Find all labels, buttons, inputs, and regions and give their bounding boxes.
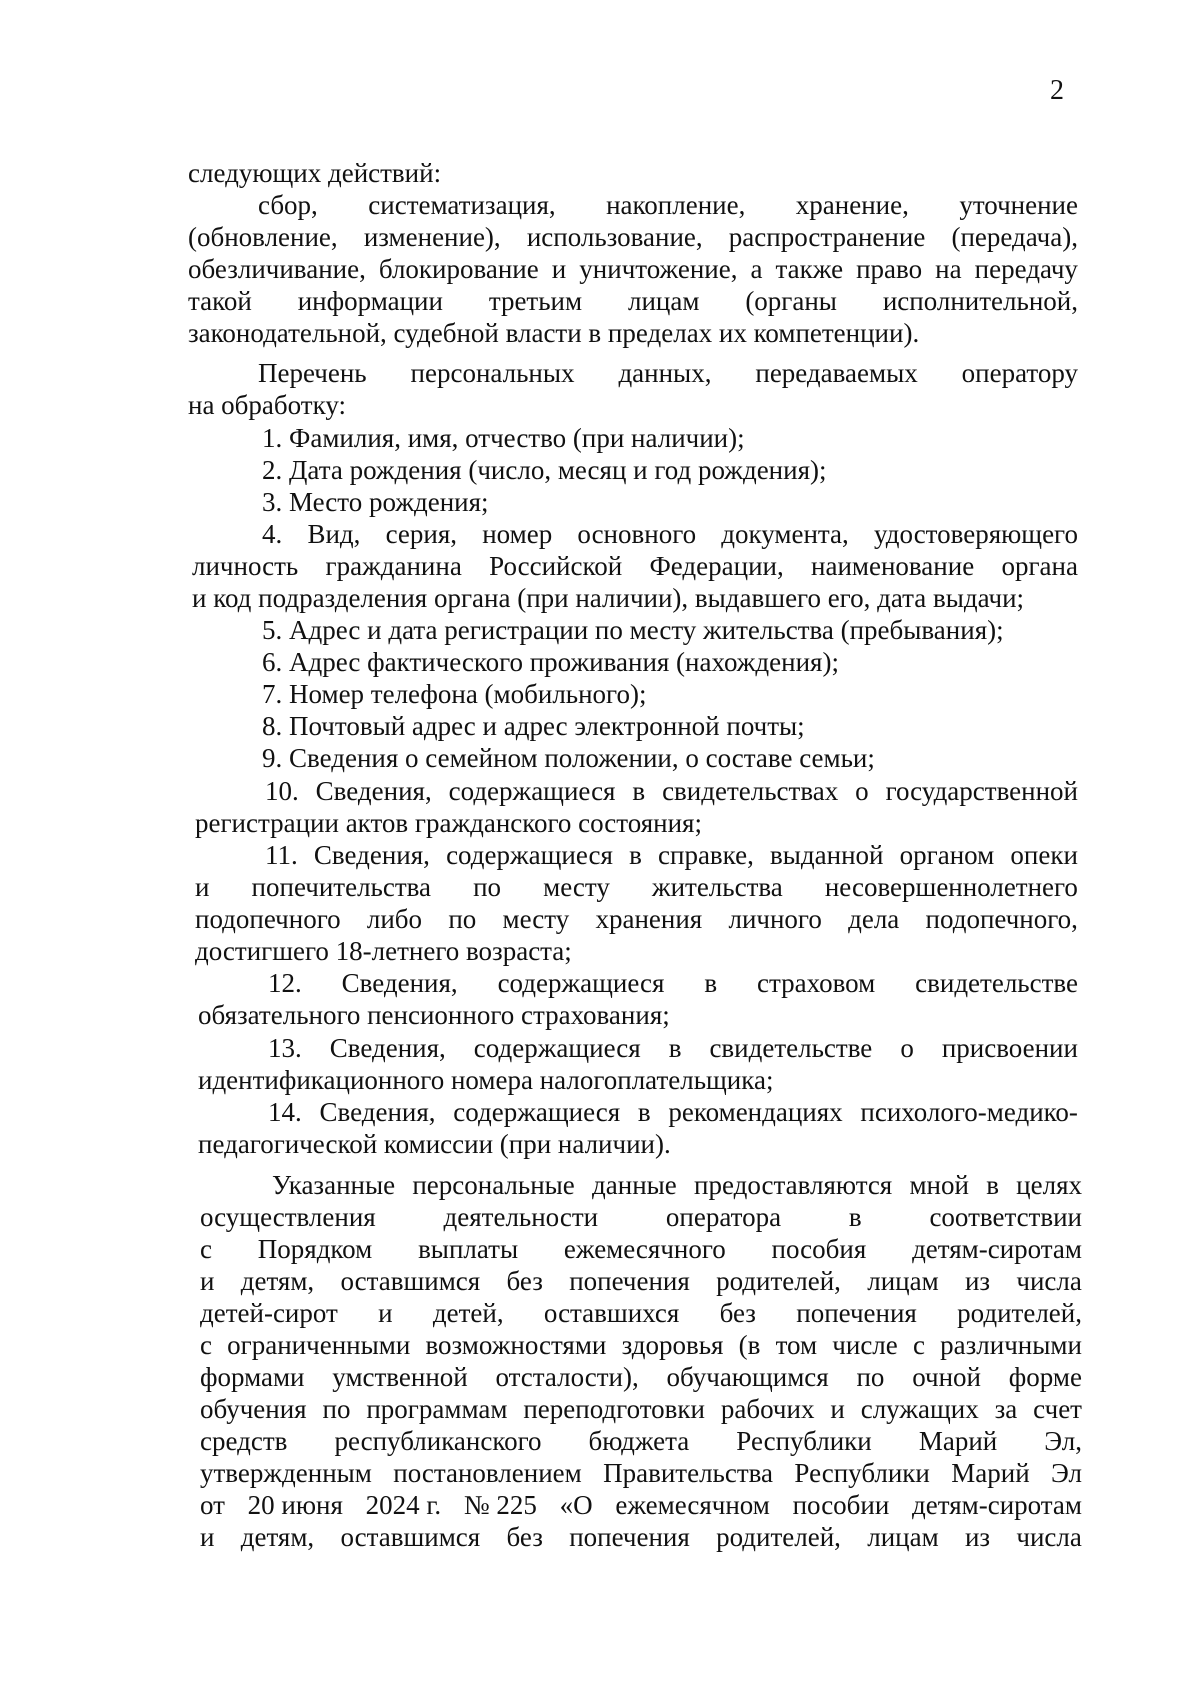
text-word: Федерации, bbox=[649, 551, 784, 581]
text-line bbox=[200, 1202, 1082, 1234]
text-word: в bbox=[637, 1097, 651, 1127]
text-word: регистрации актов гражданского состояния; bbox=[195, 808, 702, 838]
text-word: месту bbox=[543, 872, 610, 902]
text-word: обезличивание, bbox=[188, 254, 366, 284]
text-word: обучения bbox=[200, 1394, 307, 1424]
text-word: Сведения, bbox=[341, 968, 458, 998]
text-word: страховом bbox=[757, 968, 876, 998]
text-line bbox=[198, 1129, 1078, 1161]
text-word: подопечного bbox=[195, 904, 341, 934]
text-word: Перечень bbox=[258, 358, 367, 388]
text-line bbox=[188, 390, 1078, 422]
text-word: умственной bbox=[332, 1362, 468, 1392]
text-word: серия, bbox=[385, 519, 457, 549]
text-word: о bbox=[855, 776, 869, 806]
text-word: по bbox=[473, 872, 502, 902]
text-word: без bbox=[719, 1298, 756, 1328]
text-word: за bbox=[994, 1394, 1018, 1424]
text-word: хранения bbox=[595, 904, 703, 934]
text-word: на bbox=[935, 254, 962, 284]
text-word: и bbox=[200, 1266, 215, 1296]
text-word: лицам bbox=[627, 286, 700, 316]
text-word: (передача), bbox=[951, 222, 1078, 252]
text-word: и bbox=[830, 1394, 845, 1424]
text-word: выданной bbox=[770, 840, 884, 870]
text-line bbox=[265, 776, 1078, 808]
text-word: уточнение bbox=[959, 190, 1078, 220]
text-line bbox=[188, 286, 1078, 318]
text-word: оператора bbox=[665, 1202, 782, 1232]
text-word: числа bbox=[1016, 1522, 1082, 1552]
text-word: мной bbox=[909, 1170, 969, 1200]
text-line bbox=[188, 222, 1078, 254]
text-word: пособия bbox=[771, 1234, 867, 1264]
text-word: уничтожение, bbox=[579, 254, 738, 284]
text-word: жительства bbox=[651, 872, 783, 902]
text-word: исполнительной, bbox=[882, 286, 1078, 316]
text-word: данных, bbox=[618, 358, 712, 388]
text-word: документа, bbox=[721, 519, 849, 549]
text-word: целях bbox=[1016, 1170, 1082, 1200]
text-word: содержащиеся bbox=[453, 1097, 621, 1127]
text-word: оставшимся bbox=[340, 1522, 481, 1552]
text-word: гражданина bbox=[325, 551, 462, 581]
text-line bbox=[188, 158, 488, 190]
text-word: в bbox=[668, 1033, 682, 1063]
text-line bbox=[192, 583, 1078, 615]
text-word: также bbox=[775, 254, 844, 284]
text-word: в bbox=[704, 968, 718, 998]
text-word: государственной bbox=[885, 776, 1078, 806]
text-line bbox=[188, 254, 1078, 286]
text-word: а bbox=[750, 254, 763, 284]
text-word: 2. Дата рождения (число, месяц и год рождения); bbox=[262, 455, 827, 485]
text-word: 12. bbox=[268, 968, 302, 998]
text-word: детям-сиротам bbox=[912, 1234, 1082, 1264]
text-line bbox=[200, 1490, 1082, 1522]
text-word: 4. bbox=[262, 519, 283, 549]
text-word: подопечного, bbox=[925, 904, 1078, 934]
text-word: Российской bbox=[489, 551, 623, 581]
text-word: 1. Фамилия, имя, отчество (при наличии); bbox=[262, 423, 745, 453]
text-word: по bbox=[856, 1362, 885, 1392]
text-word: содержащиеся bbox=[446, 840, 613, 870]
text-word: о bbox=[900, 1033, 914, 1063]
text-word: оставшимся bbox=[340, 1266, 481, 1296]
text-line bbox=[258, 190, 1078, 222]
text-word: оператору bbox=[961, 358, 1078, 388]
text-line bbox=[198, 1000, 1078, 1032]
text-word: Эл, bbox=[1044, 1426, 1082, 1456]
text-word: Марий bbox=[918, 1426, 998, 1456]
text-word: бюджета bbox=[588, 1426, 690, 1456]
text-word: различными bbox=[940, 1330, 1082, 1360]
text-word: из bbox=[964, 1522, 991, 1552]
text-word: изменение), bbox=[363, 222, 501, 252]
text-word: 5. Адрес и дата регистрации по месту жительства (пребывания); bbox=[262, 615, 1004, 645]
text-word: форме bbox=[1008, 1362, 1082, 1392]
text-word: (обновление, bbox=[188, 222, 338, 252]
text-line bbox=[268, 1097, 1078, 1129]
text-word: систематизация, bbox=[368, 190, 556, 220]
text-word: детям-сиротам bbox=[912, 1490, 1082, 1520]
text-word: ежемесячного bbox=[563, 1234, 726, 1264]
text-word: присвоении bbox=[941, 1033, 1078, 1063]
text-line bbox=[200, 1426, 1082, 1458]
text-word: психолого-медико- bbox=[860, 1097, 1078, 1127]
text-line bbox=[200, 1234, 1082, 1266]
text-line bbox=[262, 743, 1078, 775]
text-word: осуществления bbox=[200, 1202, 376, 1232]
text-word: с bbox=[200, 1330, 212, 1360]
text-word: средств bbox=[200, 1426, 288, 1456]
text-line bbox=[195, 936, 1078, 968]
text-word: числа bbox=[1016, 1266, 1082, 1296]
text-word: ограниченными bbox=[227, 1330, 411, 1360]
text-line bbox=[272, 1170, 1082, 1202]
text-word: удостоверяющего bbox=[873, 519, 1078, 549]
text-word: органом bbox=[899, 840, 995, 870]
text-word: с bbox=[200, 1234, 212, 1264]
text-word: Республики bbox=[736, 1426, 872, 1456]
text-word: пособии bbox=[792, 1490, 890, 1520]
text-line bbox=[195, 808, 1078, 840]
text-word: лицам bbox=[867, 1266, 939, 1296]
text-word: 10. bbox=[265, 776, 299, 806]
text-word: блокирование bbox=[378, 254, 539, 284]
text-word: детей, bbox=[432, 1298, 504, 1328]
text-line bbox=[200, 1362, 1082, 1394]
text-word: (в bbox=[738, 1330, 761, 1360]
text-word: детям, bbox=[240, 1522, 315, 1552]
text-word: республиканского bbox=[334, 1426, 542, 1456]
text-line bbox=[262, 519, 1078, 551]
text-word: родителей, bbox=[716, 1522, 841, 1552]
text-word: Сведения, bbox=[319, 1097, 436, 1127]
text-line bbox=[262, 423, 1062, 455]
text-word: органа bbox=[1001, 551, 1078, 581]
text-line bbox=[200, 1458, 1082, 1490]
text-line bbox=[195, 904, 1078, 936]
text-line bbox=[262, 615, 1078, 647]
text-word: 9. Сведения о семейном положении, о составе семьи; bbox=[262, 743, 875, 773]
text-word: личного bbox=[728, 904, 822, 934]
text-word: содержащиеся bbox=[448, 776, 616, 806]
text-word: выплаты bbox=[418, 1234, 519, 1264]
text-line bbox=[200, 1394, 1082, 1426]
text-word: детей-сирот bbox=[200, 1298, 338, 1328]
text-word: в bbox=[986, 1170, 999, 1200]
text-word: служащих bbox=[860, 1394, 979, 1424]
text-word: свидетельстве bbox=[709, 1033, 873, 1063]
text-word: в bbox=[629, 840, 642, 870]
text-word: персональных bbox=[410, 358, 575, 388]
text-word: передаваемых bbox=[755, 358, 918, 388]
text-word: «О bbox=[559, 1490, 593, 1520]
text-line bbox=[262, 455, 1062, 487]
text-word: по bbox=[448, 904, 477, 934]
text-word: обязательного пенсионного страхования; bbox=[198, 1000, 670, 1030]
text-word: по bbox=[322, 1394, 351, 1424]
text-word: передачу bbox=[974, 254, 1078, 284]
text-word: месту bbox=[502, 904, 570, 934]
text-word: рекомендациях bbox=[668, 1097, 843, 1127]
text-word: здоровья bbox=[621, 1330, 724, 1360]
text-word: очной bbox=[912, 1362, 981, 1392]
text-line bbox=[268, 968, 1078, 1000]
text-word: предоставляются bbox=[694, 1170, 893, 1200]
text-word: содержащиеся bbox=[473, 1033, 641, 1063]
text-line bbox=[262, 679, 1078, 711]
text-word: 2024 г. bbox=[365, 1490, 442, 1520]
text-line bbox=[192, 551, 1078, 583]
text-word: и bbox=[200, 1522, 215, 1552]
text-word: Порядком bbox=[257, 1234, 373, 1264]
text-word: содержащиеся bbox=[497, 968, 665, 998]
text-line bbox=[262, 647, 1078, 679]
text-word: дела bbox=[848, 904, 900, 934]
text-line bbox=[200, 1522, 1082, 1554]
text-word: постановлением bbox=[393, 1458, 582, 1488]
text-word: попечения bbox=[569, 1266, 690, 1296]
text-line bbox=[200, 1298, 1082, 1330]
text-word: № 225 bbox=[463, 1490, 537, 1520]
text-word: справке, bbox=[658, 840, 754, 870]
text-word: 8. Почтовый адрес и адрес электронной почты; bbox=[262, 711, 805, 741]
text-word: достигшего 18-летнего возраста; bbox=[195, 936, 572, 966]
text-word: право bbox=[856, 254, 923, 284]
text-word: программам bbox=[366, 1394, 508, 1424]
text-word: и bbox=[378, 1298, 393, 1328]
text-word: педагогической комиссии (при наличии). bbox=[198, 1129, 671, 1159]
text-word: сбор, bbox=[258, 190, 318, 220]
text-line bbox=[265, 840, 1078, 872]
text-word: рабочих bbox=[720, 1394, 815, 1424]
text-line bbox=[268, 1033, 1078, 1065]
text-word: детям, bbox=[240, 1266, 315, 1296]
text-word: наименование bbox=[811, 551, 975, 581]
text-word: либо bbox=[366, 904, 423, 934]
text-word: следующих действий: bbox=[188, 158, 442, 188]
text-word: несовершеннолетнего bbox=[824, 872, 1078, 902]
text-word: попечения bbox=[796, 1298, 917, 1328]
text-word: счет bbox=[1033, 1394, 1082, 1424]
text-word: числе bbox=[832, 1330, 898, 1360]
text-word: утвержденным bbox=[200, 1458, 372, 1488]
text-word: номер bbox=[482, 519, 553, 549]
text-word: Эл bbox=[1051, 1458, 1082, 1488]
text-line bbox=[200, 1330, 1082, 1362]
text-word: ежемесячном bbox=[615, 1490, 770, 1520]
text-word: возможностями bbox=[425, 1330, 607, 1360]
text-word: Вид, bbox=[307, 519, 361, 549]
text-word: личность bbox=[192, 551, 299, 581]
text-word: родителей, bbox=[957, 1298, 1082, 1328]
text-word: 11. bbox=[265, 840, 298, 870]
text-word: соответствии bbox=[929, 1202, 1082, 1232]
text-word: и bbox=[195, 872, 210, 902]
text-word: с bbox=[912, 1330, 925, 1360]
text-word: том bbox=[775, 1330, 818, 1360]
text-word: основного bbox=[577, 519, 697, 549]
text-word: информации bbox=[297, 286, 443, 316]
text-word: оставшихся bbox=[543, 1298, 680, 1328]
text-word: 7. Номер телефона (мобильного); bbox=[262, 679, 647, 709]
text-word: использование, bbox=[526, 222, 703, 252]
text-word: деятельности bbox=[443, 1202, 599, 1232]
text-word: законодательной, судебной власти в пределах их компетенции). bbox=[188, 318, 920, 348]
text-word: такой bbox=[188, 286, 252, 316]
text-word: попечительства bbox=[251, 872, 432, 902]
text-word: 6. Адрес фактического проживания (нахождения); bbox=[262, 647, 839, 677]
text-line bbox=[200, 1266, 1082, 1298]
text-word: в bbox=[632, 776, 646, 806]
text-word: 13. bbox=[268, 1033, 302, 1063]
text-word: свидетельстве bbox=[915, 968, 1078, 998]
text-line bbox=[188, 318, 1078, 350]
text-word: опеки bbox=[1010, 840, 1078, 870]
text-word: данные bbox=[592, 1170, 677, 1200]
text-word: без bbox=[506, 1522, 543, 1552]
text-word: свидетельствах bbox=[662, 776, 839, 806]
text-word: от bbox=[200, 1490, 225, 1520]
page-number: 2 bbox=[1050, 75, 1064, 106]
text-line bbox=[195, 872, 1078, 904]
text-word: 20 июня bbox=[247, 1490, 343, 1520]
text-word: отсталости), bbox=[495, 1362, 639, 1392]
text-word: распространение bbox=[728, 222, 926, 252]
text-word: без bbox=[506, 1266, 543, 1296]
text-line bbox=[258, 358, 1078, 390]
text-word: персональные bbox=[412, 1170, 575, 1200]
text-word: третьим bbox=[488, 286, 583, 316]
text-word: накопление, bbox=[606, 190, 746, 220]
text-line bbox=[262, 487, 1062, 519]
text-word: Марий bbox=[951, 1458, 1030, 1488]
text-word: на обработку: bbox=[188, 390, 346, 420]
text-line bbox=[262, 711, 1078, 743]
text-word: (органы bbox=[745, 286, 837, 316]
text-word: лицам bbox=[867, 1522, 939, 1552]
text-word: Правительства bbox=[603, 1458, 774, 1488]
text-word: Сведения, bbox=[329, 1033, 446, 1063]
text-word: хранение, bbox=[795, 190, 909, 220]
text-word: обучающимся bbox=[666, 1362, 829, 1392]
text-word: и bbox=[551, 254, 567, 284]
text-word: Указанные bbox=[272, 1170, 396, 1200]
text-word: в bbox=[848, 1202, 862, 1232]
text-word: формами bbox=[200, 1362, 305, 1392]
text-word: Республики bbox=[794, 1458, 930, 1488]
text-word: идентификационного номера налогоплательщика; bbox=[198, 1065, 774, 1095]
text-line bbox=[198, 1065, 1078, 1097]
text-word: Сведения, bbox=[313, 840, 430, 870]
text-word: Сведения, bbox=[315, 776, 432, 806]
text-word: из bbox=[964, 1266, 991, 1296]
text-word: родителей, bbox=[716, 1266, 841, 1296]
text-word: попечения bbox=[569, 1522, 690, 1552]
text-word: переподготовки bbox=[523, 1394, 705, 1424]
text-word: 3. Место рождения; bbox=[262, 487, 489, 517]
text-word: 14. bbox=[268, 1097, 302, 1127]
text-word: и код подразделения органа (при наличии), выдавшего его, дата выдачи; bbox=[192, 583, 1025, 613]
